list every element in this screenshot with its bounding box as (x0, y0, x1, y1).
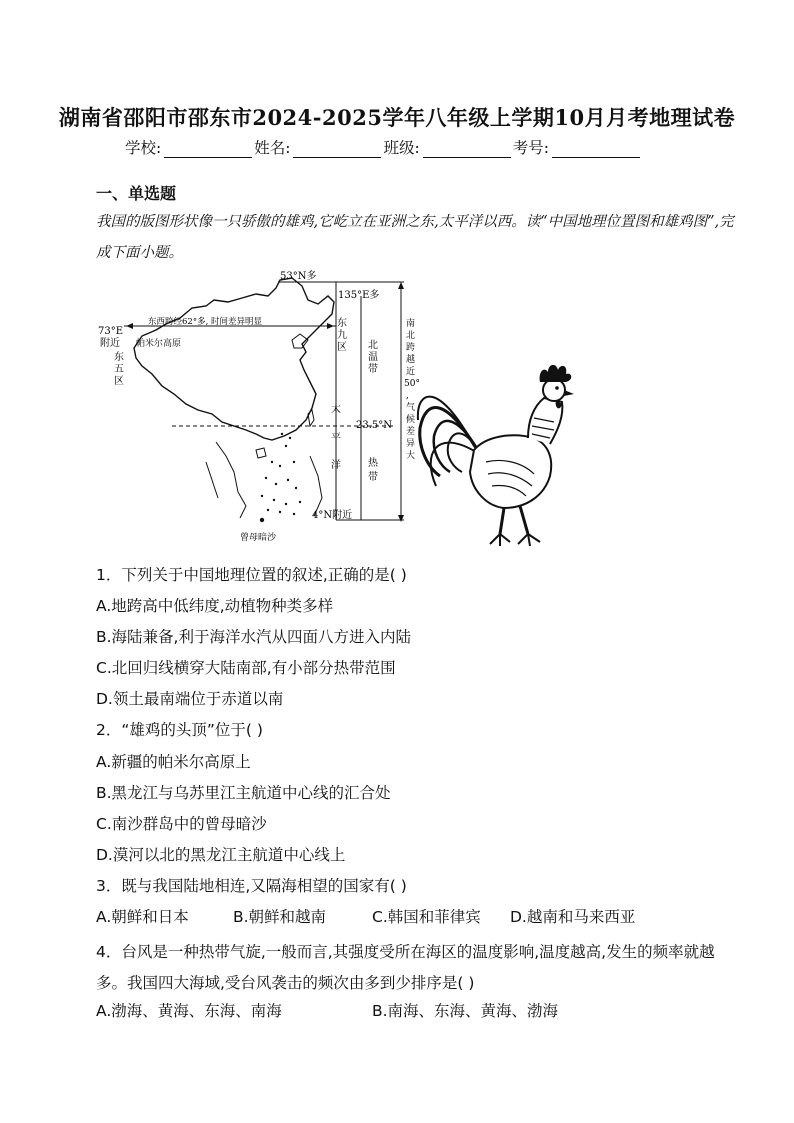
svg-text:,: , (406, 391, 409, 401)
svg-text:九: 九 (337, 330, 347, 341)
map-label-west-near: 附近 (100, 338, 120, 349)
svg-text:区: 区 (114, 376, 124, 387)
svg-text:温: 温 (368, 352, 378, 363)
svg-text:气: 气 (406, 403, 416, 413)
map-label-span-ew: 东西跨经62°多, 时间差异明显 (148, 317, 262, 327)
map-label-pamir: 帕米尔高原 (136, 339, 182, 349)
svg-text:大: 大 (406, 451, 416, 461)
question-3-option-d[interactable]: D.越南和马来西亚 (510, 908, 636, 926)
section-intro: 我国的版图形状像一只骄傲的雄鸡,它屹立在亚洲之东,太平洋以西。读“中国地理位置图和雄鸡图”,完成下面小题。 (96, 214, 734, 261)
exam-number-blank[interactable] (552, 141, 640, 158)
svg-text:太: 太 (331, 404, 341, 415)
map-label-pacific (331, 402, 341, 471)
svg-text:北: 北 (406, 331, 416, 341)
question-2-option-b[interactable]: B.黑龙江与乌苏里江主航道中心线的汇合处 (96, 784, 391, 802)
question-1-option-a[interactable]: A.地跨高中低纬度,动植物种类多样 (96, 597, 334, 615)
exam-title: 湖南省邵阳市邵东市2024-2025学年八年级上学期10月月考地理试卷 (58, 105, 736, 130)
name-label: 姓名: (254, 139, 291, 157)
question-3-option-a[interactable]: A.朝鲜和日本 (96, 908, 189, 926)
svg-text:热: 热 (368, 458, 378, 469)
svg-text:近: 近 (406, 367, 416, 377)
map-label-south: 4°N附近 (312, 510, 353, 521)
question-2-option-a[interactable]: A.新疆的帕米尔高原上 (96, 753, 251, 771)
china-location-map (96, 266, 426, 548)
map-label-north: 53°N多 (280, 271, 317, 282)
svg-text:区: 区 (337, 342, 347, 353)
map-label-east5 (114, 350, 124, 387)
school-blank[interactable] (164, 141, 252, 158)
svg-text:50°: 50° (404, 379, 420, 389)
svg-text:洋: 洋 (331, 460, 341, 471)
name-blank[interactable] (293, 141, 381, 158)
class-blank[interactable] (423, 141, 511, 158)
student-info-row (125, 136, 642, 158)
svg-text:南: 南 (406, 319, 416, 329)
svg-text:越: 越 (406, 355, 416, 365)
svg-text:东: 东 (114, 352, 124, 363)
svg-text:异: 异 (406, 439, 416, 449)
svg-text:五: 五 (114, 364, 124, 375)
question-1-option-d[interactable]: D.领土最南端位于赤道以南 (96, 690, 284, 708)
svg-text:带: 带 (368, 472, 378, 483)
svg-text:平: 平 (331, 433, 341, 444)
question-2-option-d[interactable]: D.漠河以北的黑龙江主航道中心线上 (96, 846, 346, 864)
svg-text:候: 候 (406, 415, 416, 425)
question-4-stem: 4．台风是一种热带气旋,一般而言,其强度受所在海区的温度影响,温度越高,发生的频率就越多。我国四大海域,受台风袭击的频次由多到少排序是( ) (96, 943, 715, 992)
class-label: 班级: (383, 139, 420, 157)
map-label-tropic: 23.5°N (356, 420, 393, 431)
svg-text:跨: 跨 (406, 343, 416, 353)
question-4-option-a[interactable]: A.渤海、黄海、东海、南海 (96, 1002, 282, 1020)
svg-text:带: 带 (368, 364, 378, 375)
question-1-option-b[interactable]: B.海陆兼备,利于海洋水汽从四面八方进入内陆 (96, 628, 411, 646)
exam-number-label: 考号: (512, 139, 549, 157)
question-3-option-b[interactable]: B.朝鲜和越南 (233, 908, 327, 926)
rooster-illustration (416, 358, 586, 550)
map-label-north-temp (368, 339, 378, 375)
svg-text:北: 北 (368, 340, 378, 351)
map-label-zengmu: 曾母暗沙 (240, 533, 277, 543)
section-title: 一、单选题 (96, 184, 177, 203)
svg-text:差: 差 (406, 427, 416, 437)
school-label: 学校: (125, 139, 162, 157)
svg-text:东: 东 (337, 318, 347, 329)
question-1-stem: 1．下列关于中国地理位置的叙述,正确的是( ) (96, 566, 407, 584)
map-label-east: 135°E多 (338, 290, 380, 301)
question-2-option-c[interactable]: C.南沙群岛中的曾母暗沙 (96, 815, 267, 833)
map-label-torrid (368, 456, 379, 483)
question-2-stem: 2．“雄鸡的头顶”位于( ) (96, 721, 263, 739)
question-3-option-c[interactable]: C.韩国和菲律宾 (372, 908, 481, 926)
question-3-stem: 3．既与我国陆地相连,又隔海相望的国家有( ) (96, 877, 407, 895)
question-4-option-b[interactable]: B.南海、东海、黄海、渤海 (372, 1002, 559, 1020)
map-label-east9 (337, 316, 347, 353)
map-label-west-lon: 73°E (98, 326, 124, 337)
question-1-option-c[interactable]: C.北回归线横穿大陆南部,有小部分热带范围 (96, 659, 396, 677)
